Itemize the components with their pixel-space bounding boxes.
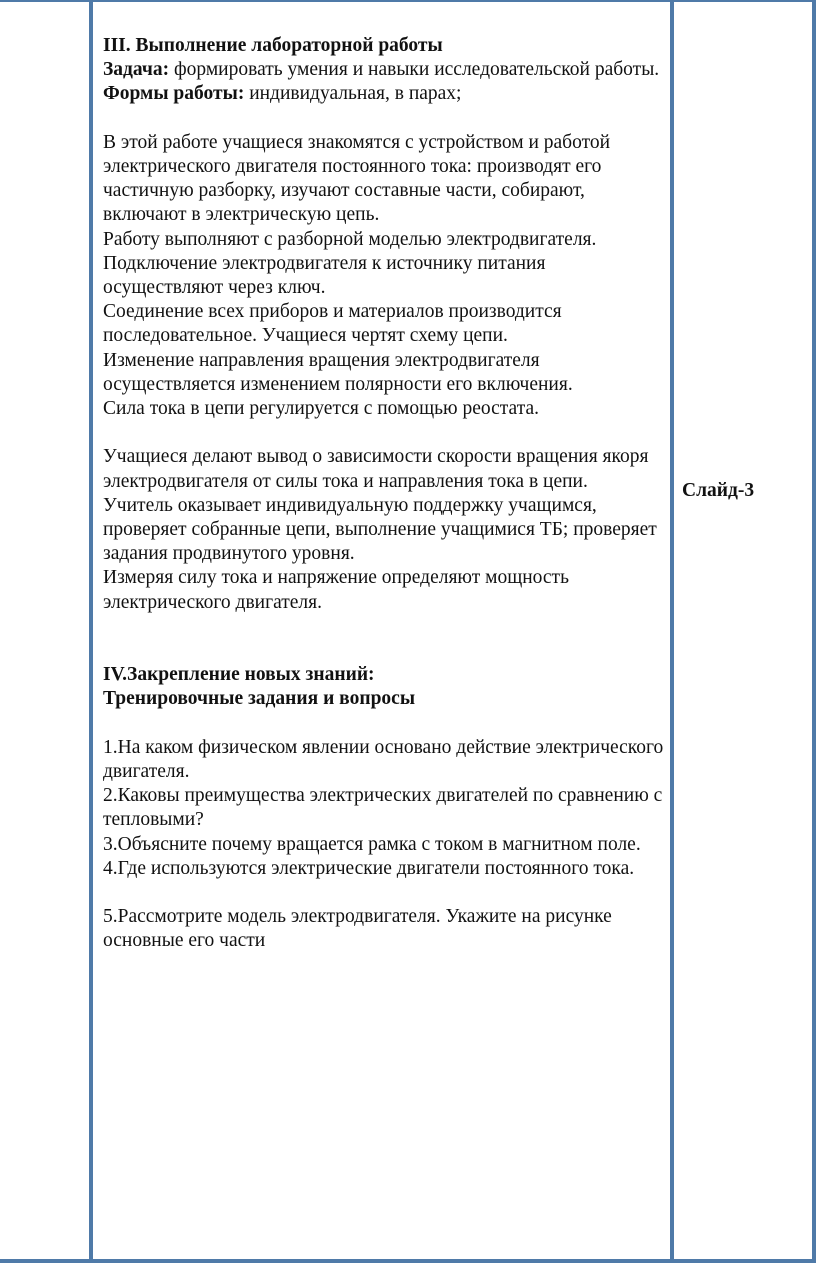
section4-subheading: Тренировочные задания и вопросы — [103, 688, 416, 710]
lesson-content-cell — [103, 34, 668, 954]
question-item: 2.Каковы преимущества электрических двигателей по сравнению с тепловыми? — [103, 785, 663, 831]
question-item: 3.Объясните почему вращается рамка с током в магнитном поле. — [103, 833, 641, 855]
section3-heading: III. Выполнение лабораторной работы — [103, 35, 443, 56]
table-bottom-border — [0, 1259, 816, 1263]
task-text: формировать умения и навыки исследовательской работы. — [169, 59, 660, 81]
task-line — [103, 58, 668, 82]
paragraph: Подключение электродвигателя к источнику питания осуществляют через ключ. — [103, 252, 546, 299]
paragraph: Работу выполняют с разборной моделью электродвигателя. — [103, 228, 597, 250]
spacer — [103, 881, 668, 905]
paragraph: Измеряя силу тока и напряжение определяют мощность электрического двигателя. — [103, 567, 569, 613]
paragraph: Учащиеся делают вывод о зависимости скорости вращения якоря электродвигателя от силы тока и направления тока в цепи. — [103, 446, 649, 492]
paragraph: Изменение направления вращения электродвигателя осуществляется изменением полярности его включения. — [103, 349, 573, 395]
question-item: 1.На каком физическом явлении основано действие электрического двигателя. — [103, 736, 664, 783]
question-item: 4.Где используются электрические двигатели постоянного тока. — [103, 857, 635, 879]
paragraph: Сила тока в цепи регулируется с помощью реостата. — [103, 398, 539, 420]
table-top-border — [0, 0, 816, 2]
forms-line — [103, 82, 668, 106]
spacer — [103, 712, 668, 736]
forms-text: индивидуальная, в парах; — [244, 83, 462, 105]
table-left-border — [89, 0, 93, 1262]
paragraph: В этой работе учащиеся знакомятся с устройством и работой электрического двигателя постоянного тока: производят его частичную разборку, изучают составные части, собирают, включают в электрическую цепь. — [103, 131, 611, 226]
table-right-border — [812, 0, 816, 1262]
slide-reference: Слайд-3 — [682, 480, 755, 501]
section4-heading: IV.Закрепление новых знаний: — [103, 664, 375, 686]
forms-label: Формы работы: — [103, 83, 245, 105]
task-label: Задача: — [103, 59, 170, 81]
spacer — [103, 421, 668, 445]
paragraph: Соединение всех приборов и материалов производится последовательное. Учащиеся чертят схему цепи. — [103, 301, 562, 347]
paragraph: Учитель оказывает индивидуальную поддержку учащимся, проверяет собранные цепи, выполнение учащимися ТБ; проверяет задания продвинутого уровня. — [103, 494, 657, 565]
spacer — [103, 615, 668, 663]
question-item: 5.Рассмотрите модель электродвигателя. Укажите на рисунке основные его части — [103, 906, 612, 952]
column-divider — [670, 0, 674, 1262]
spacer — [103, 107, 668, 131]
